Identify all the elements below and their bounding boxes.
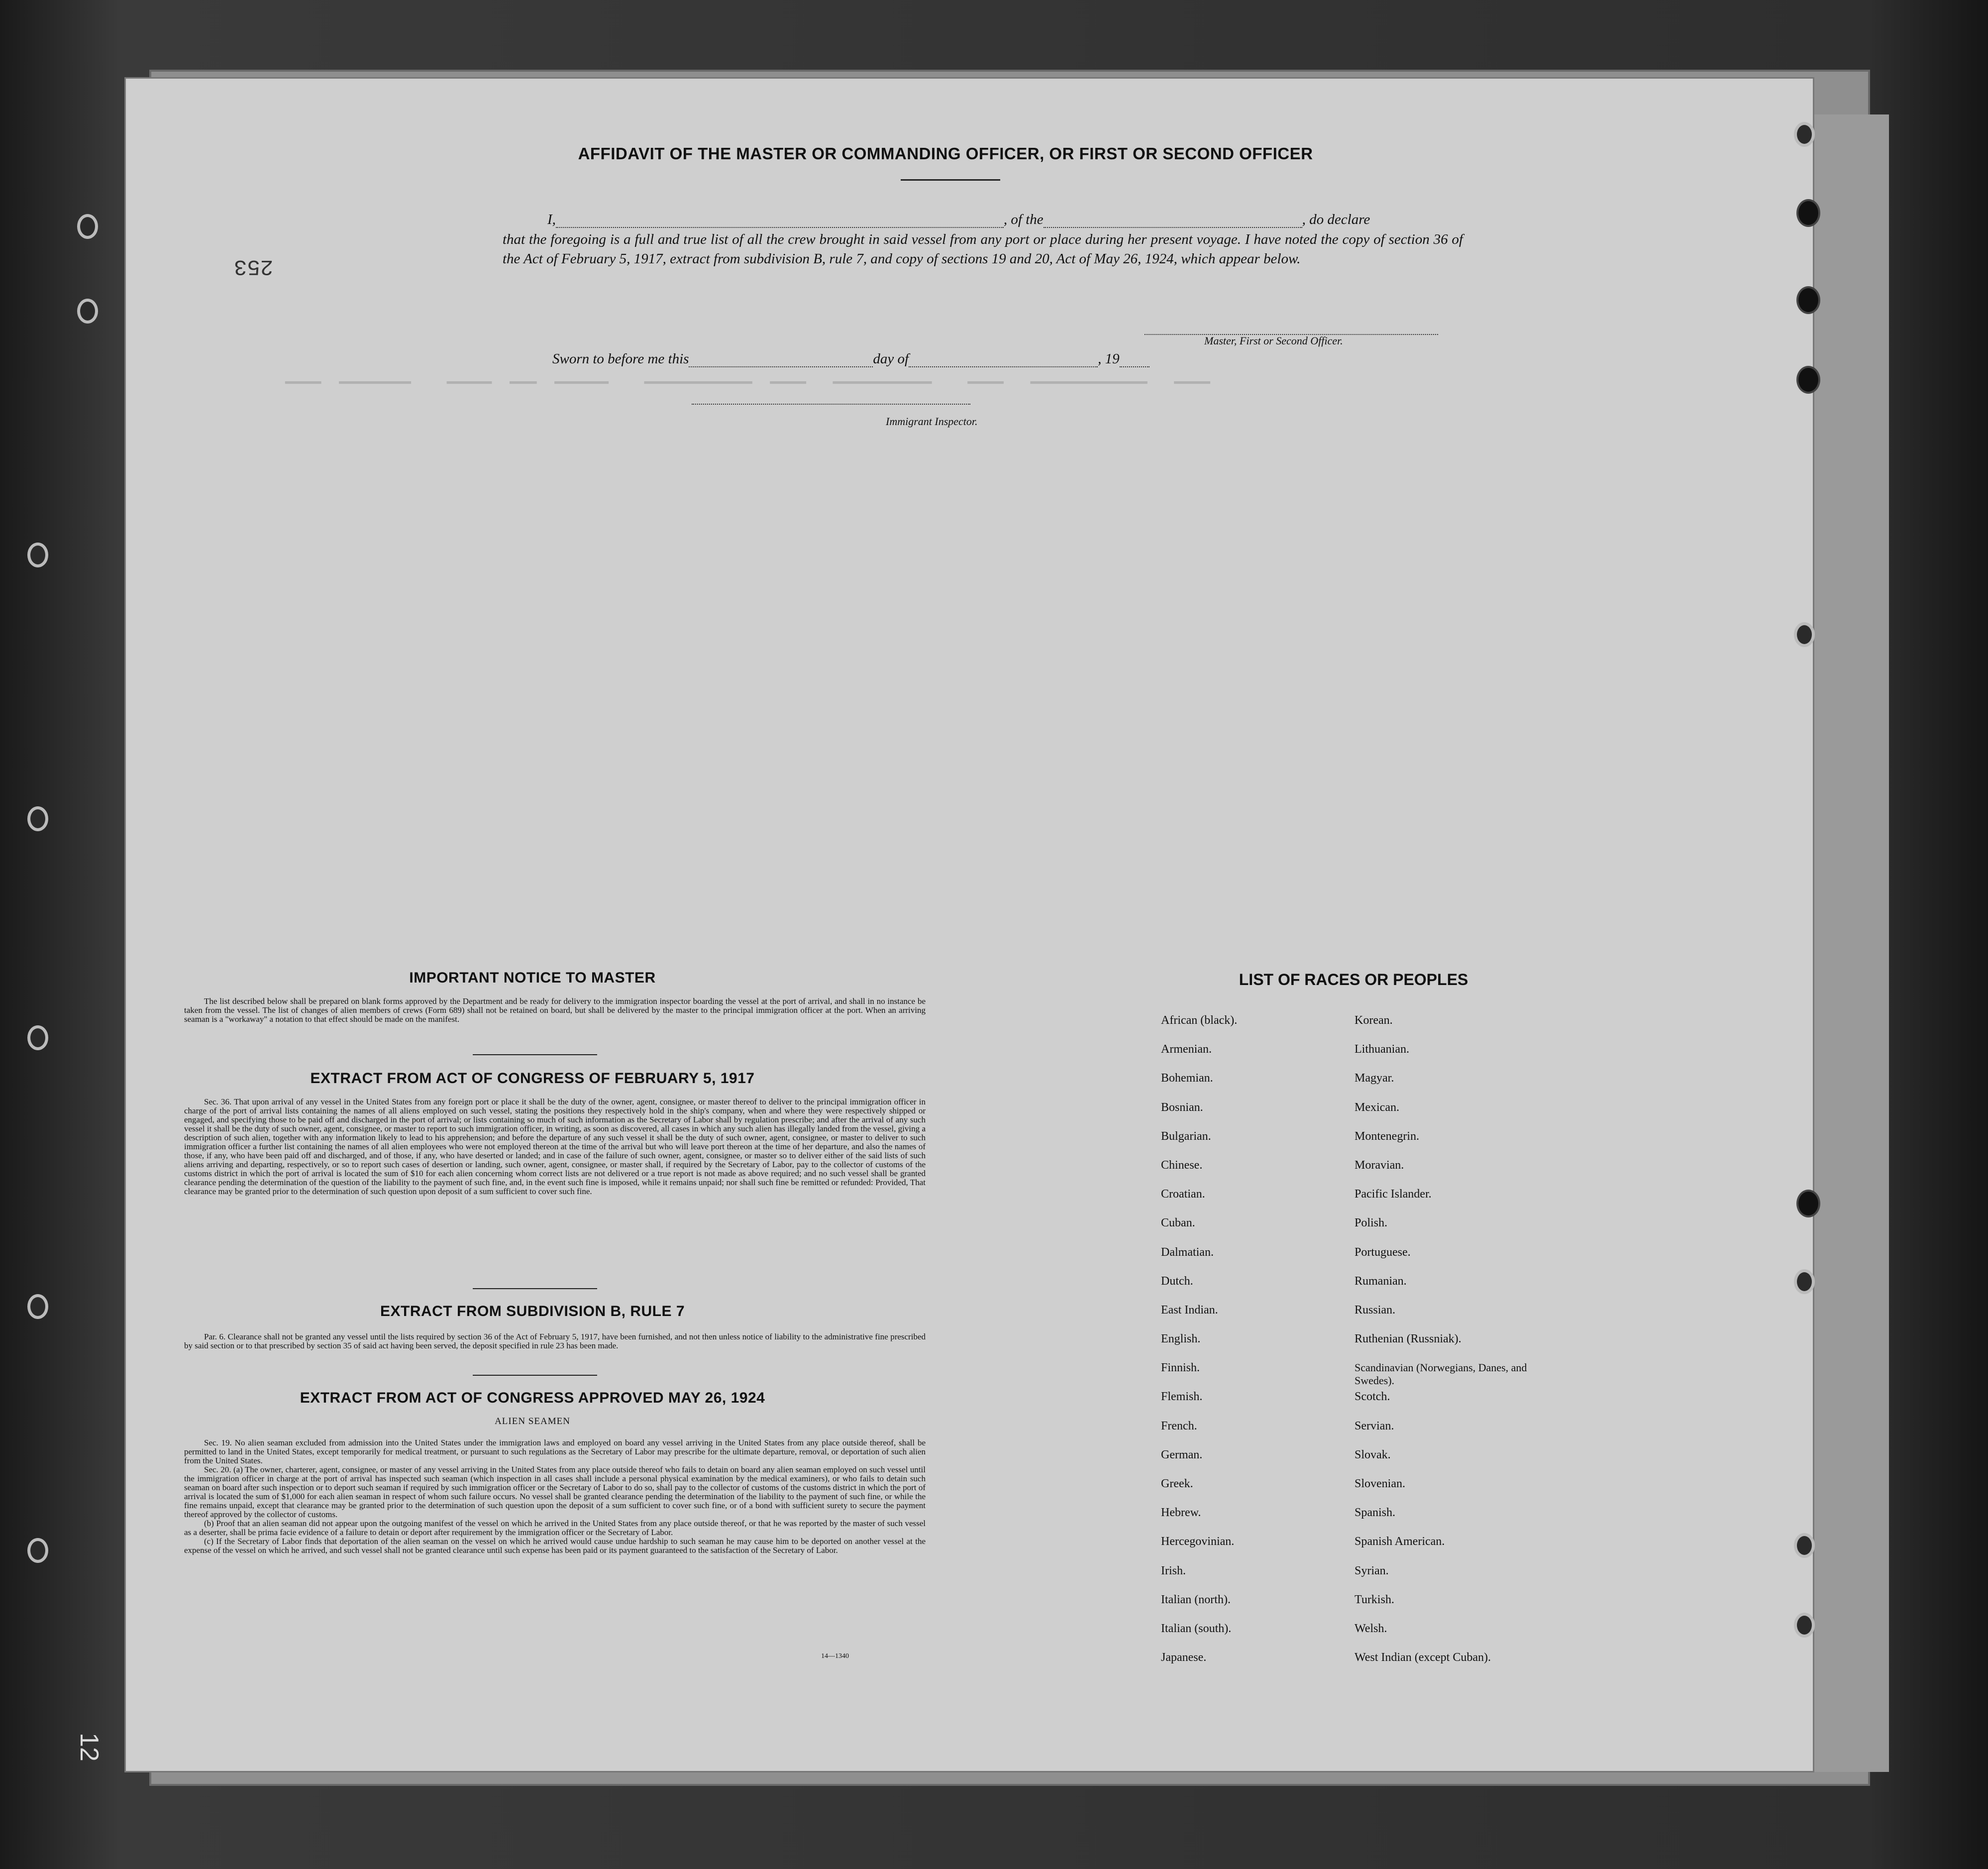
binder-hole-icon (1794, 122, 1815, 147)
do-declare-label: , do declare (1302, 212, 1370, 227)
race-item: Lithuanian. (1355, 1043, 1409, 1056)
divider (473, 1054, 597, 1055)
notice-text (184, 997, 926, 1024)
inspector-line (692, 388, 970, 405)
race-item: Hercegovinian. (1161, 1535, 1235, 1548)
of-the-label: , of the (1003, 212, 1044, 227)
par-6-paragraph: Par. 6. Clearance shall not be granted any vessel until the lists required by section 36 of the Act of February 5, 1917, have been furnished, and not then unless notice of liability to the administrative fine prescribed by said section or to that prescribed by section 35 of said act having been served, the deposit specified in rule 23 has been made. (184, 1332, 926, 1350)
race-item: Scotch. (1355, 1390, 1390, 1404)
race-item: Slovenian. (1355, 1477, 1405, 1490)
race-item: Turkish. (1355, 1593, 1394, 1606)
race-item: Magyar. (1355, 1072, 1394, 1085)
section-36-paragraph: Sec. 36. That upon arrival of any vessel in the United States from any foreign port or place it shall be the duty of the owner, agent, consignee, or master thereof to deliver to the principal immigration officer in charge of the port of arrival lists containing the names of all aliens employed on such vessel, stating the positions they respectively hold in the ship's company, when and where they were respectively shipped or engaged, and specifying those to be paid off and discharged in the port of arrival; or lists containing so much of such information as the Secretary of Labor shall by regulation prescribe; and after the arrival of any such vessel it shall be the duty of such owner, agent, consignee, or master to report to such immigration officer, in writing, as soon as discovered, all cases in which any such alien has illegally landed from the vessel, giving a description of such alien, together with any information likely to lead to his apprehension; and before the departure of any such vessel it shall be the duty of such owner, agent, consignee, or master to deliver to such immigration officer a further list containing the names of all alien employees who were not employed thereon at the time of the arrival but who will leave port thereon at the time of her departure, and also the names of those, if any, who have been paid off and discharged, and of those, if any, who have deserted or landed; and in case of the failure of such owner, agent, consignee, or master so to deliver either of the said lists of such aliens arriving and departing, respectively, or so to report such cases of desertion or landing, such owner, agent, consignee, or master shall, if required by the Secretary of Labor, pay to the collector of customs of the customs district in which the port of arrival is located the sum of $10 for each alien concerning whom correct lists are not delivered or a true report is not made as above required; and no such vessel shall be granted clearance pending the determination of the question of the liability to the payment of such fine, and, in the event such fine is imposed, while it remains unpaid; nor shall such fine be remitted or refunded: Provided, That clearance may be granted prior to the determination of such question upon deposit of a sum sufficient to cover such fine. (184, 1097, 926, 1196)
race-item: Italian (north). (1161, 1593, 1231, 1606)
notice-title: IMPORTANT NOTICE TO MASTER (409, 970, 656, 986)
title-underline (901, 179, 1000, 181)
page-number: 12 (74, 1733, 104, 1761)
divider (473, 1288, 597, 1289)
show-through-text: ━━━━ ━━━━━━━━ ━━━━━ ━━━ ━━━━━━ ━━━━━━━━━━━━ ━━━━ ━━━━━━━━━━━ ━━━━ ━━━━━━━━━━━━━ ━━━━ (285, 376, 1210, 393)
notice-paragraph: The list described below shall be prepared on blank forms approved by the Department and be ready for delivery to the immigration inspector boarding the vessel at the port of arrival, and shall in no instance be taken from the vessel. The list of changes of alien members of crews (Form 689) shall not be retained on board, but shall be delivered by the master to the principal immigration officer at the port. When an arriving seaman is a "workaway" a notation to that effect should be made on the manifest. (184, 996, 926, 1024)
race-item: Moravian. (1355, 1158, 1404, 1172)
race-item: English. (1161, 1332, 1201, 1346)
sworn-prefix: Sworn to before me this (552, 351, 689, 367)
sworn-day-field[interactable] (689, 366, 873, 367)
race-item: Russian. (1355, 1303, 1396, 1317)
binder-hole-icon (27, 1025, 48, 1050)
section-20b-paragraph: (b) Proof that an alien seaman did not appear upon the outgoing manifest of the vessel on which he arrived in the United States from any place outside thereof, or that he was reported by the master of such vessel as a deserter, shall be prima facie evidence of a failure to detain or deport after requirement by the immigration officer or the Secretary of Labor. (184, 1519, 926, 1537)
race-item: Pacific Islander. (1355, 1188, 1432, 1201)
race-item: Scandinavian (Norwegians, Danes, and Swedes). (1355, 1361, 1527, 1387)
race-item: Servian. (1355, 1419, 1394, 1432)
extract-1917-title: EXTRACT FROM ACT OF CONGRESS OF FEBRUARY 5, 1917 (310, 1070, 755, 1087)
vessel-field[interactable] (1044, 227, 1302, 228)
binder-hole-icon (27, 1294, 48, 1319)
race-item: Mexican. (1355, 1100, 1399, 1114)
binder-hole-icon (1796, 286, 1820, 314)
race-item: African (black). (1161, 1014, 1238, 1027)
section-20a-paragraph: Sec. 20. (a) The owner, charterer, agent, consignee, or master of any vessel arriving in the United States from any place outside thereof who fails to detain on board any alien seaman employed on such vessel until the immigration officer in charge at the port of arrival has inspected such seaman (which inspection in all cases shall include a personal physical examination by the medical examiners), or who fails to detain such seaman on board after such inspection or to deport such seaman if required by such immigration officer or the Secretary of Labor to do so, shall pay to the collector of customs of the customs district in which the port of arrival is located the sum of $1,000 for each alien seaman in respect of whom such failure occurs. No vessel shall be granted clearance pending the determination of the liability to the payment of such fine, or while the fine remains unpaid, except that clearance may be granted prior to the determination of such question upon the deposit of a sum sufficient to cover such fine, or of a bond with sufficient surety to secure the payment thereof approved by the collector of customs. (184, 1465, 926, 1519)
stamp-number: 253 (234, 254, 274, 279)
race-item: Irish. (1161, 1564, 1186, 1577)
race-item: German. (1161, 1448, 1203, 1461)
extract-1917-text (184, 1098, 926, 1196)
day-of-label: day of (873, 351, 909, 367)
race-item: West Indian (except Cuban). (1355, 1651, 1491, 1664)
binder-hole-icon (27, 1538, 48, 1563)
divider (473, 1375, 597, 1376)
race-item: Korean. (1355, 1014, 1393, 1027)
extract-rule7-text (184, 1332, 926, 1350)
race-item: Rumanian. (1355, 1274, 1407, 1288)
race-item: Japanese. (1161, 1651, 1207, 1664)
race-item: Polish. (1355, 1216, 1388, 1230)
section-20c-paragraph: (c) If the Secretary of Labor finds that deportation of the alien seaman on the vessel on which he arrived would cause undue hardship to such seaman he may cause him to be deported on another vessel at the expense of the vessel on which he arrived, and such vessel shall not be granted clearance until such expense has been paid or its payment guaranteed to the satisfaction of the Secretary of Labor. (184, 1537, 926, 1555)
form-number: 14—1340 (821, 1652, 849, 1660)
race-item: French. (1161, 1419, 1197, 1432)
alien-seamen-subtitle: ALIEN SEAMEN (495, 1416, 570, 1427)
race-item: Dalmatian. (1161, 1245, 1214, 1259)
extract-rule7-title: EXTRACT FROM SUBDIVISION B, RULE 7 (380, 1303, 685, 1319)
binder-hole-icon (1794, 1613, 1815, 1638)
race-item: Hebrew. (1161, 1506, 1201, 1520)
binder-hole-icon (1794, 1533, 1815, 1558)
race-item: Portuguese. (1355, 1245, 1411, 1259)
section-19-paragraph: Sec. 19. No alien seaman excluded from admission into the United States under the immigration laws and employed on board any vessel arriving in the United States from any place outside thereof, shall be permitted to land in the United States, except temporarily for medical treatment, or pursuant to such regulations as the Secretary of Labor may prescribe for the ultimate departure, removal, or deportation of such alien from the United States. (184, 1438, 926, 1465)
name-field[interactable] (556, 227, 1004, 228)
race-item: Bulgarian. (1161, 1129, 1211, 1143)
binder-hole-icon (1794, 1269, 1815, 1294)
race-item: Finnish. (1161, 1361, 1200, 1375)
sworn-year-field[interactable] (1120, 366, 1150, 367)
binder-hole-icon (1796, 199, 1820, 227)
races-left-column (1161, 1014, 1350, 1680)
underlying-sheet-edge (1811, 114, 1889, 1772)
binder-hole-icon (27, 806, 48, 831)
i-label: I, (547, 212, 556, 227)
binder-hole-icon (77, 214, 98, 239)
affidavit-line-1 (547, 212, 1370, 228)
affidavit-title: AFFIDAVIT OF THE MASTER OR COMMANDING OFFICER, OR FIRST OR SECOND OFFICER (578, 144, 1313, 163)
race-item: Bosnian. (1161, 1100, 1203, 1114)
binder-hole-icon (77, 299, 98, 324)
race-item: Armenian. (1161, 1043, 1212, 1056)
affidavit-paragraph: that the foregoing is a full and true list of all the crew brought in said vessel from any port or place during her present voyage. I have noted the copy of section 36 of the Act of February 5, 1917, extract from subdivision B, rule 7, and copy of sections 19 and 20, Act of May 26, 1924, which appear below. (503, 231, 1463, 267)
race-item: Ruthenian (Russniak). (1355, 1332, 1462, 1346)
race-item: Croatian. (1161, 1188, 1205, 1201)
race-item: Spanish American. (1355, 1535, 1445, 1548)
race-item: Dutch. (1161, 1274, 1193, 1288)
race-item: Syrian. (1355, 1564, 1389, 1577)
race-item: Slovak. (1355, 1448, 1391, 1461)
race-item: Bohemian. (1161, 1072, 1213, 1085)
race-item: Cuban. (1161, 1216, 1195, 1230)
inspector-label: Immigrant Inspector. (886, 415, 978, 428)
race-item: Welsh. (1355, 1622, 1387, 1635)
race-item: Chinese. (1161, 1158, 1203, 1172)
race-item: Flemish. (1161, 1390, 1203, 1404)
binder-hole-icon (1794, 622, 1815, 647)
race-item: Italian (south). (1161, 1622, 1232, 1635)
race-item: East Indian. (1161, 1303, 1218, 1317)
race-item: Greek. (1161, 1477, 1193, 1490)
binder-hole-icon (27, 543, 48, 567)
year-label: , 19 (1098, 351, 1120, 367)
binder-hole-icon (1796, 366, 1820, 394)
sworn-month-field[interactable] (909, 366, 1098, 367)
inspector-signature-field[interactable] (692, 404, 970, 405)
races-title: LIST OF RACES OR PEOPLES (1239, 971, 1468, 989)
races-right-column (1355, 1014, 1564, 1680)
extract-1924-title: EXTRACT FROM ACT OF CONGRESS APPROVED MAY 26, 1924 (300, 1390, 765, 1406)
signature-label: Master, First or Second Officer. (1204, 334, 1343, 347)
binder-hole-icon (1796, 1190, 1820, 1217)
signature-line (1145, 319, 1438, 335)
race-item: Spanish. (1355, 1506, 1396, 1520)
race-item: Montenegrin. (1355, 1129, 1419, 1143)
sworn-line (552, 351, 1150, 367)
extract-1924-text (184, 1438, 926, 1555)
